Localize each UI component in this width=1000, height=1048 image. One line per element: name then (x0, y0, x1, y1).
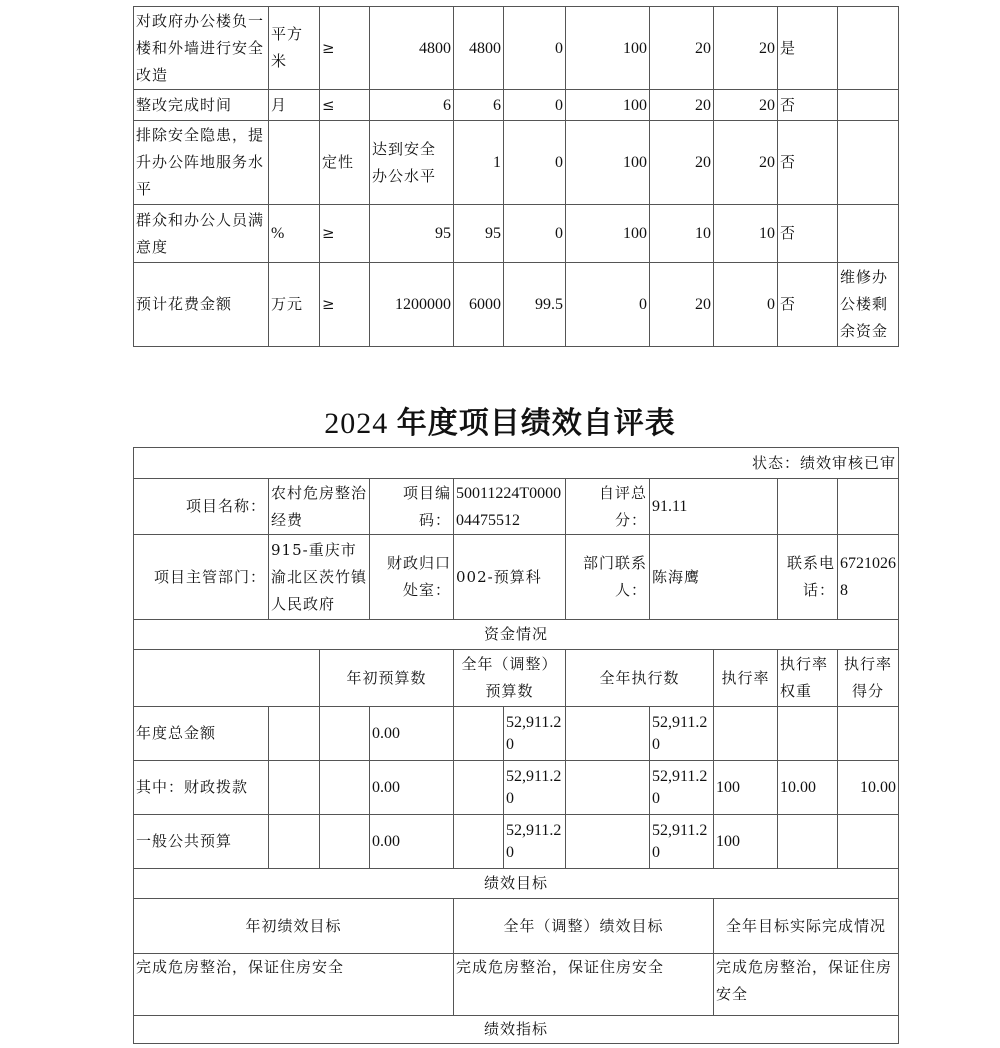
indicator-note: 维修办公楼剩余资金 (840, 268, 889, 340)
funds-rate (714, 707, 777, 760)
project-code-label: 项目编码： (402, 483, 451, 529)
self-score-value: 91.11 (652, 498, 688, 515)
indicator-score: 0 (767, 296, 775, 313)
indicator-flag: 否 (780, 295, 797, 313)
funds-executed: 52,911.20 (652, 767, 708, 807)
goals-header-initial: 年初绩效目标 (245, 916, 342, 935)
funds-header-initial: 年初预算数 (346, 668, 427, 687)
indicator-name: 整改完成时间 (136, 95, 233, 114)
indicator-flag: 是 (780, 38, 797, 57)
funds-initial: 0.00 (372, 833, 400, 850)
contact-label: 部门联系人： (582, 554, 647, 599)
divider (268, 706, 269, 868)
indicator-score: 10 (759, 225, 775, 242)
indicator-operator: ≥ (322, 295, 336, 313)
divider (898, 447, 899, 1044)
indicator-flag: 否 (780, 224, 797, 242)
indicator-target: 1200000 (395, 296, 451, 313)
indicator-score: 20 (759, 39, 775, 57)
indicator-rate: 100 (623, 39, 647, 57)
indicator-rate: 100 (623, 225, 647, 242)
indicator-actual: 95 (485, 225, 501, 242)
indicator-name: 对政府办公楼负一楼和外墙进行安全改造 (136, 11, 265, 84)
indicator-weight: 20 (695, 39, 711, 57)
goals-section-title: 绩效目标 (483, 874, 548, 892)
indicator-note (838, 205, 898, 262)
indicator-deviation: 0 (555, 154, 563, 171)
funds-row-label: 年度总金额 (136, 724, 217, 742)
funds-score (838, 815, 898, 868)
goal-adjusted: 完成危房整治，保证住房安全 (456, 958, 665, 976)
title-year: 2024 (324, 407, 389, 440)
project-code-value: 50011224T000004475512 (456, 484, 562, 529)
funds-adjusted: 52,911.20 (506, 821, 562, 861)
divider (133, 1043, 899, 1044)
indicator-operator: ≤ (322, 95, 336, 114)
contact-value: 陈海鹰 (652, 567, 701, 586)
indicator-target: 4800 (419, 39, 451, 57)
indicator-unit (269, 121, 319, 204)
funds-score (838, 707, 898, 760)
finance-office-value: 002-预算科 (456, 567, 542, 586)
funds-rate: 100 (716, 833, 740, 850)
divider (898, 6, 899, 347)
funds-header-exec-score: 执行率得分 (843, 655, 892, 700)
funds-adjusted: 52,911.20 (506, 713, 562, 753)
divider (837, 534, 838, 619)
indicator-target: 95 (435, 225, 451, 242)
indicator-unit: 月 (271, 95, 288, 114)
indicator-note (838, 7, 898, 89)
self-score-label: 自评总分： (598, 483, 647, 529)
indicator-weight: 20 (695, 96, 711, 114)
indicator-actual: 6000 (469, 296, 501, 313)
indicator-note (838, 90, 898, 120)
indicator-actual: 6 (493, 96, 501, 114)
funds-initial: 0.00 (372, 725, 400, 742)
indicators-section-title: 绩效指标 (483, 1020, 548, 1038)
funds-weight (778, 815, 837, 868)
indicator-deviation: 0 (555, 39, 563, 57)
funds-score: 10.00 (860, 779, 896, 796)
title-text: 年度项目绩效自评表 (396, 407, 676, 440)
funds-section-title: 资金情况 (483, 625, 548, 643)
dept-label: 项目主管部门： (153, 567, 266, 586)
indicator-unit: 平方米 (271, 25, 304, 70)
dept-value: 915-重庆市渝北区茨竹镇人民政府 (271, 540, 368, 613)
funds-header-exec-weight: 执行率权重 (780, 655, 829, 700)
goals-header-adjusted: 全年（调整）绩效目标 (503, 916, 664, 935)
indicator-rate: 100 (623, 96, 647, 114)
indicator-weight: 20 (695, 296, 711, 313)
goal-actual: 完成危房整治，保证住房安全 (716, 958, 893, 1003)
funds-weight (778, 707, 837, 760)
phone-label: 联系电话： (786, 554, 835, 599)
divider (319, 706, 320, 868)
funds-initial: 0.00 (372, 779, 400, 796)
funds-executed: 52,911.20 (652, 713, 708, 753)
goals-header-actual: 全年目标实际完成情况 (725, 916, 886, 935)
indicator-actual: 1 (493, 154, 501, 171)
indicator-target: 6 (443, 96, 451, 114)
finance-office-label: 财政归口处室： (386, 554, 451, 599)
indicator-note (838, 121, 898, 204)
funds-header-executed: 全年执行数 (599, 668, 680, 687)
funds-header-adjusted: 全年（调整）预算数 (461, 655, 558, 700)
indicator-deviation: 0 (555, 225, 563, 242)
page-title (0, 398, 1000, 442)
funds-executed: 52,911.20 (652, 821, 708, 861)
indicator-unit: % (271, 225, 285, 242)
project-name-label: 项目名称： (185, 497, 266, 515)
indicator-actual: 4800 (469, 39, 501, 57)
indicator-score: 20 (759, 96, 775, 114)
phone-value: 67210268 (840, 555, 896, 599)
indicator-name: 预计花费金额 (136, 295, 233, 313)
indicator-target: 达到安全办公水平 (372, 139, 437, 185)
indicator-operator: ≥ (322, 38, 336, 57)
indicator-deviation: 99.5 (535, 296, 563, 313)
indicator-weight: 10 (695, 225, 711, 242)
indicator-score: 20 (759, 154, 775, 171)
funds-weight: 10.00 (780, 779, 816, 796)
funds-rate: 100 (716, 779, 740, 796)
divider (837, 478, 838, 534)
project-name-value: 农村危房整治经费 (271, 483, 368, 529)
indicator-operator: 定性 (322, 153, 355, 171)
indicator-operator: ≥ (322, 224, 336, 242)
indicator-rate: 100 (623, 154, 647, 171)
indicator-rate: 0 (639, 296, 647, 313)
indicator-unit: 万元 (271, 295, 304, 313)
funds-row-label: 其中：财政拨款 (136, 778, 249, 796)
indicator-name: 排除安全隐患，提升办公阵地服务水平 (136, 126, 265, 198)
goal-initial: 完成危房整治，保证住房安全 (136, 958, 345, 976)
funds-row-label: 一般公共预算 (136, 832, 233, 850)
indicator-flag: 否 (780, 153, 797, 171)
funds-header-exec-rate: 执行率 (721, 668, 770, 687)
indicator-name: 群众和办公人员满意度 (136, 210, 265, 256)
divider (133, 346, 899, 347)
funds-adjusted: 52,911.20 (506, 767, 562, 807)
status-text: 状态：绩效审核已审 (751, 453, 896, 472)
indicator-weight: 20 (695, 154, 711, 171)
indicator-flag: 否 (780, 95, 797, 114)
indicator-deviation: 0 (555, 96, 563, 114)
